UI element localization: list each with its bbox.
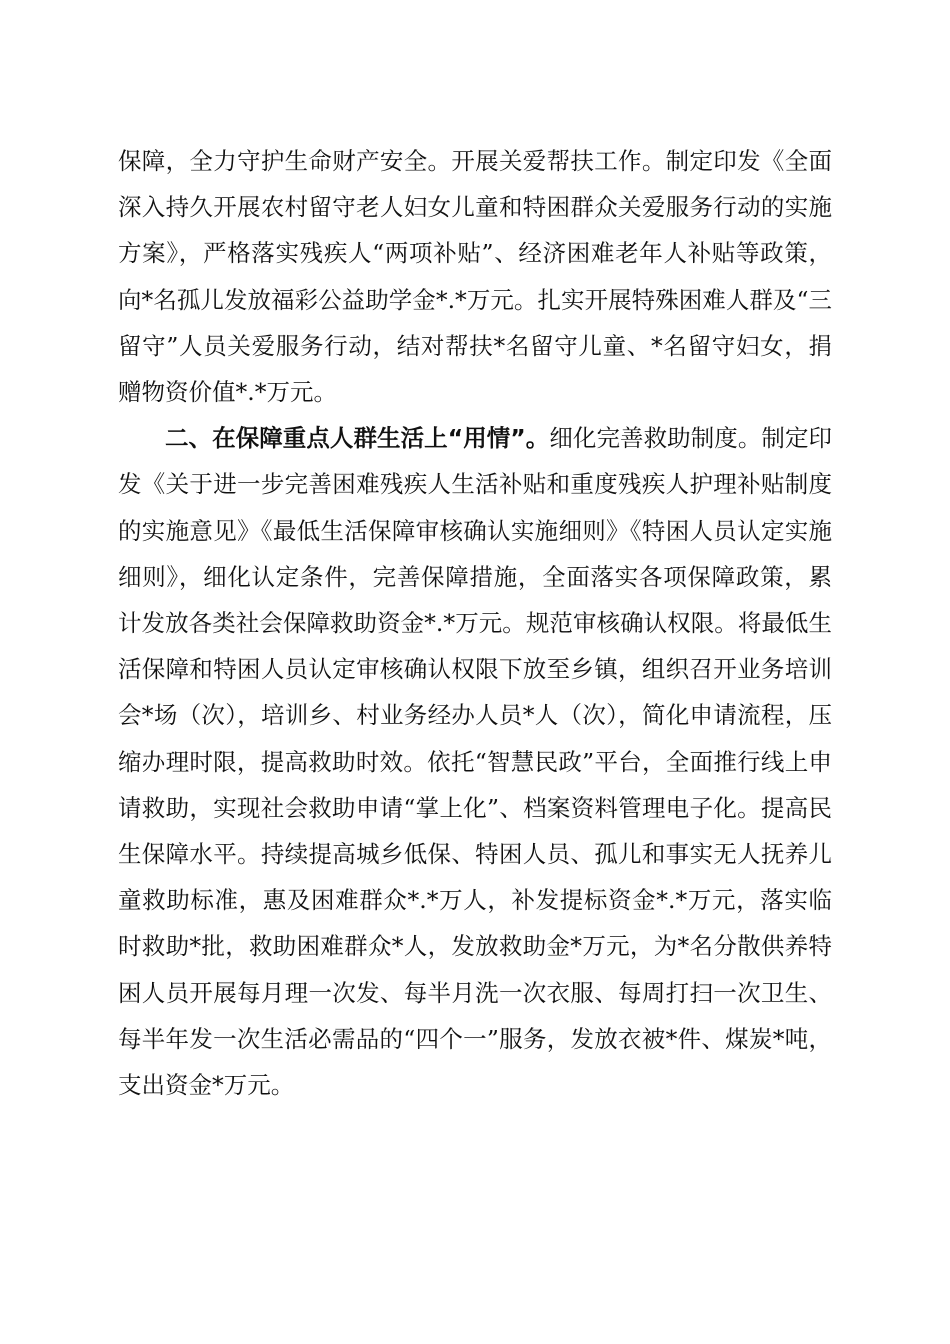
document-body [118, 138, 832, 1108]
section-heading: 二、在保障重点人群生活上“用情”。 [165, 424, 550, 453]
section-body-text: 细化完善救助制度。制定印发《关于进一步完善困难残疾人生活补贴和重度残疾人护理补贴制度的实施意见》《最低生活保障审核确认实施细则》《特困人员认定实施细则》，细化认定条件，完善保障措施，全面落实各项保障政策，累计发放各类社会保障救助资金*.*万元。规范审核确认权限。将最低生活保障和特困人员认定审核确认权限下放至乡镇，组织召开业务培训会*场（次），培训乡、村业务经办人员*人（次），简化申请流程，压缩办理时限，提高救助时效。依托“智慧民政”平台，全面推行线上申请救助，实现社会救助申请“掌上化”、档案资料管理电子化。提高民生保障水平。持续提高城乡低保、特困人员、孤儿和事实无人抚养儿童救助标准，惠及困难群众*.*万人，补发提标资金*.*万元，落实临时救助*批，救助困难群众*人，发放救助金*万元，为*名分散供养特困人员开展每月理一次发、每半月洗一次衣服、每周打扫一次卫生、每半年发一次生活必需品的“四个一”服务，发放衣被*件、煤炭*吨，支出资金*万元。 [118, 424, 833, 1100]
paragraph-section-2 [118, 415, 832, 1108]
paragraph-continuation: 保障，全力守护生命财产安全。开展关爱帮扶工作。制定印发《全面深入持久开展农村留守老人妇女儿童和特困群众关爱服务行动的实施方案》，严格落实残疾人“两项补贴”、经济困难老年人补贴等政策，向*名孤儿发放福彩公益助学金*.*万元。扎实开展特殊困难人群及“三留守”人员关爱服务行动，结对帮扶*名留守儿童、*名留守妇女，捐赠物资价值*.*万元。 [118, 147, 832, 407]
